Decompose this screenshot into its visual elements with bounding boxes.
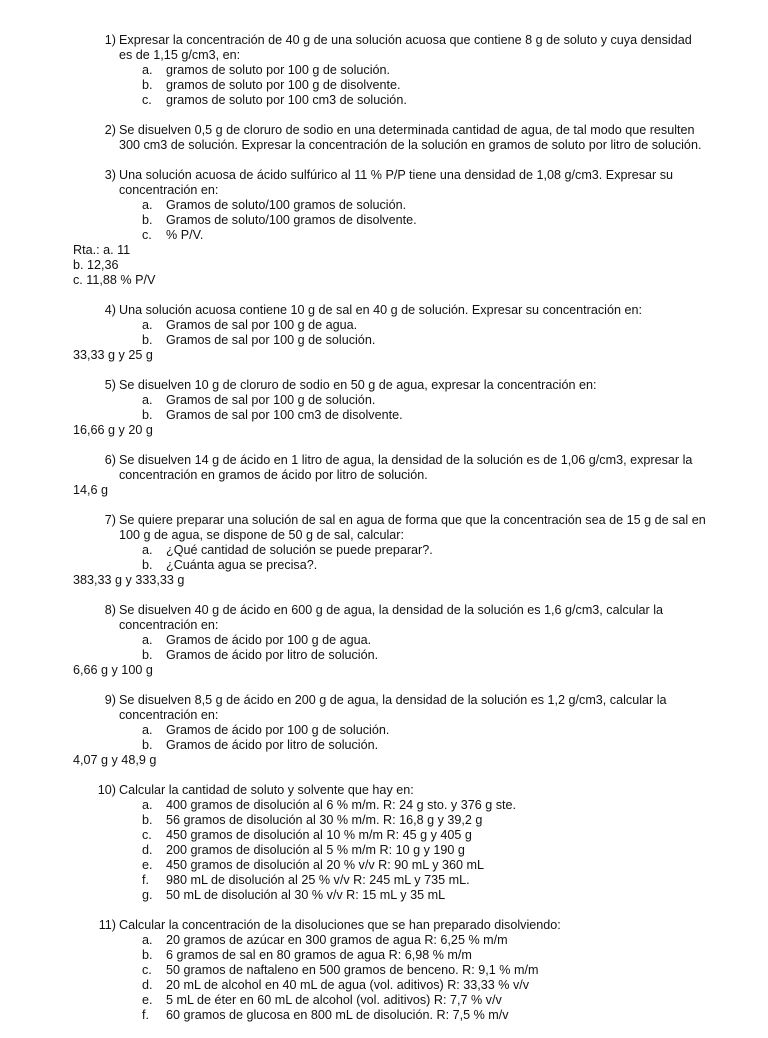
problem-11 xyxy=(0,918,768,1023)
sub-question-text: 50 mL de disolución al 30 % v/v R: 15 mL y 35 mL xyxy=(166,888,446,902)
sub-question-text: Gramos de sal por 100 cm3 de disolvente. xyxy=(166,408,403,422)
answer-line: b. 12,36 xyxy=(73,258,119,272)
sub-question-letter: b. xyxy=(142,813,153,827)
answer-line: c. 11,88 % P/V xyxy=(73,273,156,287)
answer-line: 33,33 g y 25 g xyxy=(73,348,153,362)
problem-text: Una solución acuosa contiene 10 g de sal en 40 g de solución. Expresar su concentración en: xyxy=(119,303,642,317)
problem-9 xyxy=(0,693,768,768)
problem-statement xyxy=(0,453,768,483)
sub-question-letter: b. xyxy=(142,408,153,422)
sub-question-text: 200 gramos de disolución al 5 % m/m R: 10 g y 190 g xyxy=(166,843,465,857)
sub-question xyxy=(0,318,768,333)
sub-question-text: 980 mL de disolución al 25 % v/v R: 245 mL y 735 mL. xyxy=(166,873,470,887)
sub-question xyxy=(0,888,768,903)
sub-question-text: 400 gramos de disolución al 6 % m/m. R: 24 g sto. y 376 g ste. xyxy=(166,798,517,812)
sub-question-letter: e. xyxy=(142,858,153,872)
sub-question-text: Gramos de sal por 100 g de solución. xyxy=(166,333,376,347)
sub-question-letter: c. xyxy=(142,228,152,242)
sub-question xyxy=(0,993,768,1008)
sub-question-letter: f. xyxy=(142,1008,149,1022)
sub-question-text: 450 gramos de disolución al 20 % v/v R: 90 mL y 360 mL xyxy=(166,858,485,872)
answer-line: 6,66 g y 100 g xyxy=(73,663,153,677)
sub-question-letter: b. xyxy=(142,738,153,752)
sub-question-letter: a. xyxy=(142,63,153,77)
problem-number: 4) xyxy=(104,303,116,317)
sub-question xyxy=(0,813,768,828)
problem-statement xyxy=(0,303,768,318)
problem-number: 8) xyxy=(104,603,116,617)
sub-question-text: 20 gramos de azúcar en 300 gramos de agua R: 6,25 % m/m xyxy=(166,933,508,947)
sub-question-letter: a. xyxy=(142,723,153,737)
sub-question-letter: a. xyxy=(142,933,153,947)
problem-2 xyxy=(0,123,768,153)
answer-line: 4,07 g y 48,9 g xyxy=(73,753,157,767)
problem-text: Calcular la concentración de la disoluciones que se han preparado disolviendo: xyxy=(119,918,561,932)
sub-question xyxy=(0,63,768,78)
sub-question-letter: g. xyxy=(142,888,153,902)
sub-question-text: 5 mL de éter en 60 mL de alcohol (vol. aditivos) R: 7,7 % v/v xyxy=(166,993,502,1007)
problem-number: 3) xyxy=(104,168,116,182)
problem-statement xyxy=(0,783,768,798)
problem-5 xyxy=(0,378,768,438)
sub-question xyxy=(0,648,768,663)
sub-question xyxy=(0,333,768,348)
problem-8 xyxy=(0,603,768,678)
problem-text: Se disuelven 40 g de ácido en 600 g de agua, la densidad de la solución es 1,6 g/cm3, calcular la concentración en: xyxy=(119,603,664,632)
sub-question-letter: b. xyxy=(142,78,153,92)
sub-question-text: 450 gramos de disolución al 10 % m/m R: 45 g y 405 g xyxy=(166,828,472,842)
sub-question-letter: a. xyxy=(142,393,153,407)
problem-number: 10) xyxy=(97,783,116,797)
sub-question-text: 20 mL de alcohol en 40 mL de agua (vol. aditivos) R: 33,33 % v/v xyxy=(166,978,530,992)
sub-question-text: Gramos de sal por 100 g de solución. xyxy=(166,393,376,407)
sub-question-letter: a. xyxy=(142,198,153,212)
sub-question-text: % P/V. xyxy=(166,228,204,242)
sub-question-letter: a. xyxy=(142,798,153,812)
sub-question-text: Gramos de soluto/100 gramos de solución. xyxy=(166,198,407,212)
sub-question-letter: b. xyxy=(142,213,153,227)
sub-question xyxy=(0,543,768,558)
sub-question-text: ¿Qué cantidad de solución se puede preparar?. xyxy=(166,543,433,557)
sub-question xyxy=(0,858,768,873)
sub-question-letter: c. xyxy=(142,93,152,107)
sub-question xyxy=(0,948,768,963)
sub-question xyxy=(0,198,768,213)
sub-question-letter: a. xyxy=(142,318,153,332)
sub-question-text: Gramos de sal por 100 g de agua. xyxy=(166,318,358,332)
sub-question-letter: e. xyxy=(142,993,153,1007)
sub-question xyxy=(0,873,768,888)
sub-question xyxy=(0,798,768,813)
sub-question-letter: b. xyxy=(142,948,153,962)
sub-question-text: gramos de soluto por 100 g de solución. xyxy=(166,63,391,77)
sub-question-letter: a. xyxy=(142,543,153,557)
sub-question-text: Gramos de soluto/100 gramos de disolvente. xyxy=(166,213,417,227)
sub-question-letter: c. xyxy=(142,963,152,977)
problem-6 xyxy=(0,453,768,498)
problem-1 xyxy=(0,33,768,108)
problem-statement xyxy=(0,918,768,933)
sub-question-text: Gramos de ácido por 100 g de solución. xyxy=(166,723,390,737)
problem-number: 6) xyxy=(104,453,116,467)
problem-number: 11) xyxy=(98,918,116,932)
sub-question xyxy=(0,558,768,573)
sub-question-text: 50 gramos de naftaleno en 500 gramos de benceno. R: 9,1 % m/m xyxy=(166,963,539,977)
answer-line: Rta.: a. 11 xyxy=(73,243,131,257)
sub-question-letter: d. xyxy=(142,843,153,857)
sub-question-letter: b. xyxy=(142,648,153,662)
sub-question xyxy=(0,1008,768,1023)
problem-number: 5) xyxy=(104,378,116,392)
problem-statement xyxy=(0,168,768,198)
exercise-document xyxy=(0,33,768,1038)
sub-question-text: Gramos de ácido por litro de solución. xyxy=(166,738,379,752)
sub-question xyxy=(0,738,768,753)
answer-line: 16,66 g y 20 g xyxy=(73,423,153,437)
problem-text: Una solución acuosa de ácido sulfúrico al 11 % P/P tiene una densidad de 1,08 g/cm3. Expresar su concentración en: xyxy=(119,168,674,197)
sub-question xyxy=(0,843,768,858)
sub-question xyxy=(0,213,768,228)
problem-text: Se disuelven 8,5 g de ácido en 200 g de agua, la densidad de la solución es 1,2 g/cm3, calcular la concentración en: xyxy=(119,693,667,722)
sub-question xyxy=(0,978,768,993)
problem-text: Se disuelven 10 g de cloruro de sodio en 50 g de agua, expresar la concentración en: xyxy=(119,378,597,392)
problem-number: 2) xyxy=(104,123,116,137)
problem-text: Expresar la concentración de 40 g de una solución acuosa que contiene 8 g de soluto y cuya densidad es de 1,15 g/cm3, en: xyxy=(119,33,692,62)
sub-question-text: 60 gramos de glucosa en 800 mL de disolución. R: 7,5 % m/v xyxy=(166,1008,509,1022)
problem-statement xyxy=(0,123,768,153)
problem-statement xyxy=(0,693,768,723)
sub-question-text: 56 gramos de disolución al 30 % m/m. R: 16,8 g y 39,2 g xyxy=(166,813,483,827)
problem-text: Se disuelven 0,5 g de cloruro de sodio en una determinada cantidad de agua, de tal modo que resulten 300 cm3 de solución. Expresar la concentración de la solución en gramos de soluto por litro de solución. xyxy=(119,123,702,152)
problem-text: Se quiere preparar una solución de sal en agua de forma que que la concentración sea de 15 g de sal en 100 g de agua, se dispone de 50 g de sal, calcular: xyxy=(119,513,706,542)
problem-text: Se disuelven 14 g de ácido en 1 litro de agua, la densidad de la solución es de 1,06 g/cm3, expresar la concentración en gramos de ácido por litro de solución. xyxy=(119,453,693,482)
sub-question xyxy=(0,933,768,948)
sub-question-text: ¿Cuánta agua se precisa?. xyxy=(166,558,318,572)
problem-text: Calcular la cantidad de soluto y solvente que hay en: xyxy=(119,783,414,797)
sub-question-letter: d. xyxy=(142,978,153,992)
problem-statement xyxy=(0,378,768,393)
sub-question xyxy=(0,963,768,978)
sub-question xyxy=(0,393,768,408)
sub-question xyxy=(0,78,768,93)
sub-question xyxy=(0,408,768,423)
sub-question-letter: b. xyxy=(142,558,153,572)
sub-question xyxy=(0,93,768,108)
sub-question xyxy=(0,723,768,738)
problem-number: 9) xyxy=(104,693,116,707)
problem-7 xyxy=(0,513,768,588)
problem-statement xyxy=(0,603,768,633)
answer-line: 383,33 g y 333,33 g xyxy=(73,573,185,587)
sub-question xyxy=(0,828,768,843)
answer-line: 14,6 g xyxy=(73,483,109,497)
problem-number: 1) xyxy=(104,33,116,47)
problem-10 xyxy=(0,783,768,903)
sub-question-letter: b. xyxy=(142,333,153,347)
sub-question-letter: c. xyxy=(142,828,152,842)
sub-question-text: gramos de soluto por 100 g de disolvente. xyxy=(166,78,401,92)
problem-3 xyxy=(0,168,768,288)
sub-question-text: gramos de soluto por 100 cm3 de solución. xyxy=(166,93,407,107)
problem-statement xyxy=(0,513,768,543)
problem-statement xyxy=(0,33,768,63)
sub-question-text: Gramos de ácido por 100 g de agua. xyxy=(166,633,372,647)
sub-question xyxy=(0,633,768,648)
sub-question xyxy=(0,228,768,243)
sub-question-letter: a. xyxy=(142,633,153,647)
sub-question-text: 6 gramos de sal en 80 gramos de agua R: 6,98 % m/m xyxy=(166,948,472,962)
problem-number: 7) xyxy=(104,513,116,527)
sub-question-text: Gramos de ácido por litro de solución. xyxy=(166,648,379,662)
problem-4 xyxy=(0,303,768,363)
sub-question-letter: f. xyxy=(142,873,149,887)
